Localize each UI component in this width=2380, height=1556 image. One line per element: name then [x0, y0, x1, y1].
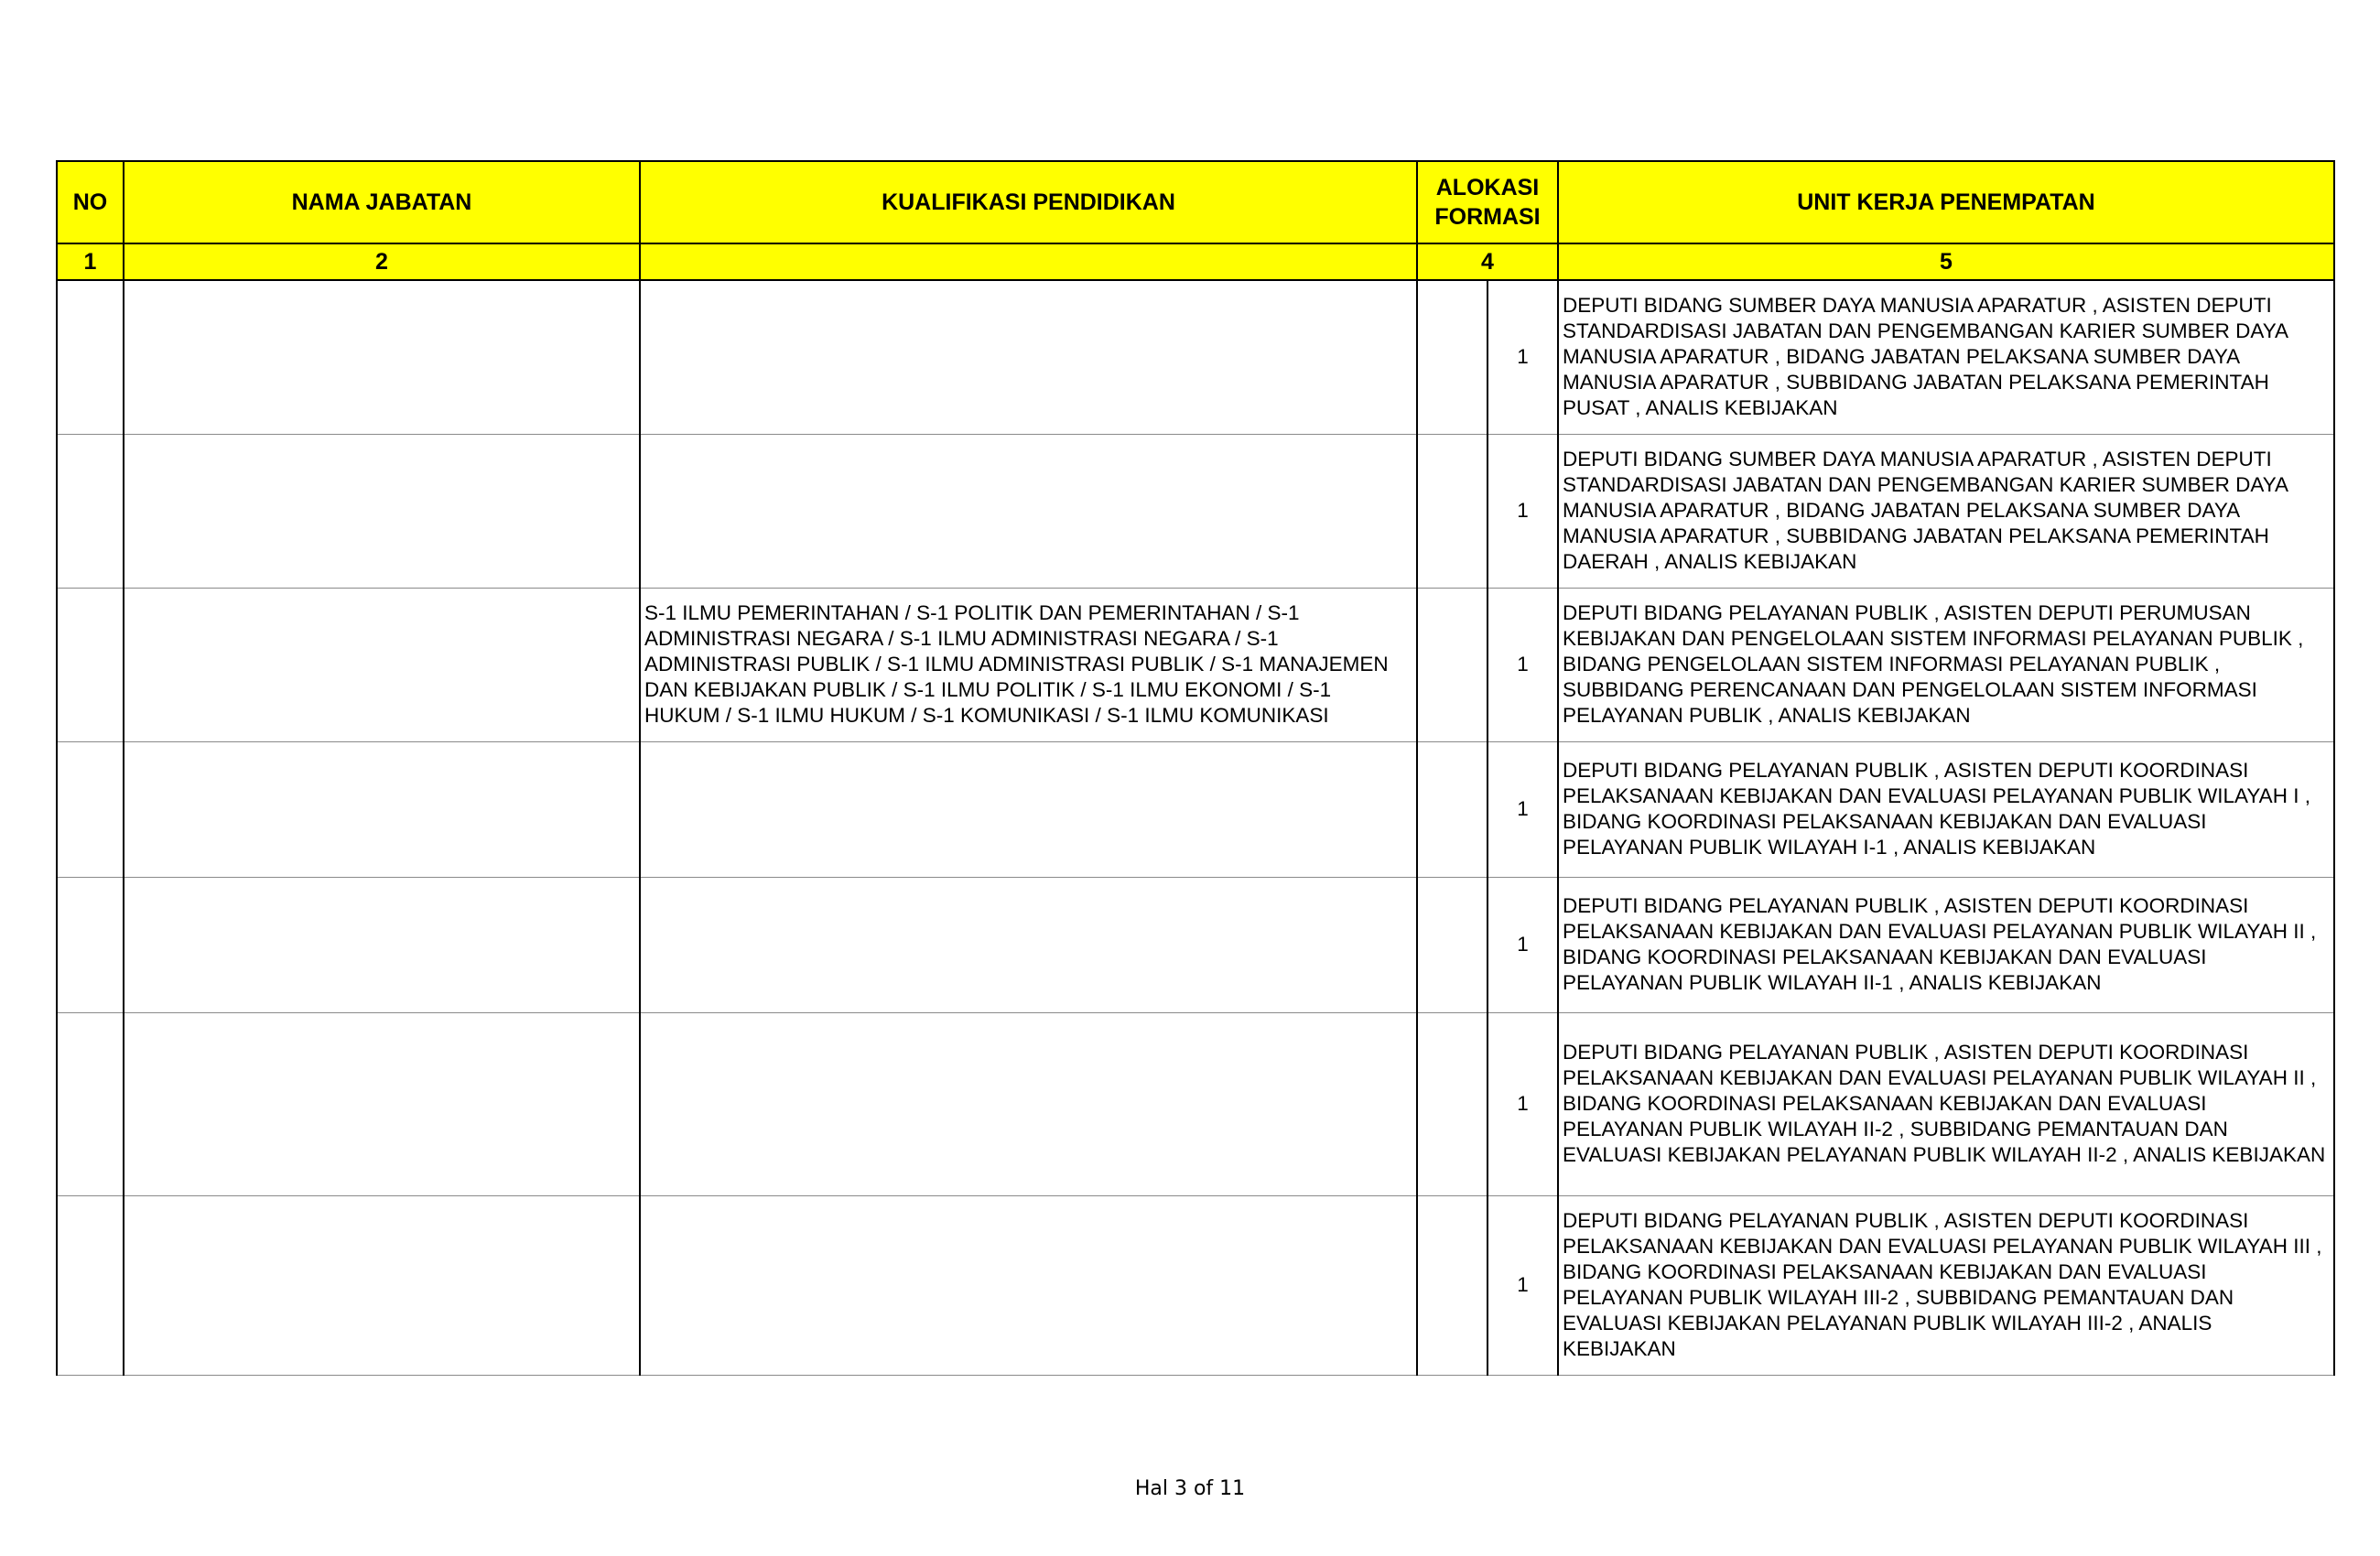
cell-alokasi-qty: 1	[1488, 1012, 1558, 1195]
colnum-kualifikasi	[640, 243, 1417, 280]
colnum-nama-jabatan: 2	[124, 243, 640, 280]
cell-alokasi-qty: 1	[1488, 588, 1558, 741]
cell-alokasi-left	[1417, 1012, 1488, 1195]
cell-kualifikasi	[640, 741, 1417, 877]
colnum-alokasi: 4	[1417, 243, 1558, 280]
cell-kualifikasi	[640, 1195, 1417, 1375]
cell-nama-jabatan	[124, 280, 640, 434]
header-row	[57, 161, 2334, 243]
cell-nama-jabatan	[124, 877, 640, 1012]
cell-no	[57, 434, 124, 588]
cell-alokasi-qty: 1	[1488, 434, 1558, 588]
table-row	[57, 741, 2334, 877]
table-row	[57, 434, 2334, 588]
cell-alokasi-left	[1417, 877, 1488, 1012]
cell-kualifikasi	[640, 1012, 1417, 1195]
cell-nama-jabatan	[124, 1195, 640, 1375]
cell-unit-kerja: DEPUTI BIDANG PELAYANAN PUBLIK , ASISTEN DEPUTI KOORDINASI PELAKSANAAN KEBIJAKAN DAN EVALUASI PELAYANAN PUBLIK WILAYAH III , BIDANG KOORDINASI PELAKSANAAN KEBIJAKAN DAN EVALUASI PELAYANAN PUBLIK WILAYAH III-2 , SUBBIDANG PEMANTAUAN DAN EVALUASI KEBIJAKAN PELAYANAN PUBLIK WILAYAH III-2 , ANALIS KEBIJAKAN	[1558, 1195, 2334, 1375]
cell-alokasi-qty: 1	[1488, 741, 1558, 877]
cell-kualifikasi: S-1 ILMU PEMERINTAHAN / S-1 POLITIK DAN PEMERINTAHAN / S-1 ADMINISTRASI NEGARA / S-1 ILMU ADMINISTRASI NEGARA / S-1 ADMINISTRASI PUBLIK / S-1 ILMU ADMINISTRASI PUBLIK / S-1 MANAJEMEN DAN KEBIJAKAN PUBLIK / S-1 ILMU POLITIK / S-1 ILMU EKONOMI / S-1 HUKUM / S-1 ILMU HUKUM / S-1 KOMUNIKASI / S-1 ILMU KOMUNIKASI	[640, 588, 1417, 741]
cell-nama-jabatan	[124, 588, 640, 741]
cell-kualifikasi	[640, 280, 1417, 434]
cell-alokasi-left	[1417, 434, 1488, 588]
cell-alokasi-qty: 1	[1488, 280, 1558, 434]
header-alokasi-line1: ALOKASI	[1435, 174, 1540, 200]
cell-no	[57, 1195, 124, 1375]
cell-alokasi-qty: 1	[1488, 877, 1558, 1012]
cell-no	[57, 588, 124, 741]
cell-alokasi-left	[1417, 588, 1488, 741]
cell-nama-jabatan	[124, 1012, 640, 1195]
column-number-row	[57, 243, 2334, 280]
cell-no	[57, 741, 124, 877]
table-row	[57, 1012, 2334, 1195]
table-row	[57, 280, 2334, 434]
header-nama-jabatan: NAMA JABATAN	[124, 161, 640, 243]
cell-no	[57, 1012, 124, 1195]
cell-nama-jabatan	[124, 741, 640, 877]
cell-alokasi-left	[1417, 1195, 1488, 1375]
table-row	[57, 877, 2334, 1012]
cell-no	[57, 280, 124, 434]
cell-nama-jabatan	[124, 434, 640, 588]
table-row	[57, 588, 2334, 741]
formasi-table	[56, 160, 2335, 1376]
cell-unit-kerja: DEPUTI BIDANG PELAYANAN PUBLIK , ASISTEN DEPUTI KOORDINASI PELAKSANAAN KEBIJAKAN DAN EVALUASI PELAYANAN PUBLIK WILAYAH II , BIDANG KOORDINASI PELAKSANAAN KEBIJAKAN DAN EVALUASI PELAYANAN PUBLIK WILAYAH II-1 , ANALIS KEBIJAKAN	[1558, 877, 2334, 1012]
cell-no	[57, 877, 124, 1012]
cell-kualifikasi	[640, 434, 1417, 588]
cell-alokasi-left	[1417, 741, 1488, 877]
colnum-no: 1	[57, 243, 124, 280]
cell-unit-kerja: DEPUTI BIDANG PELAYANAN PUBLIK , ASISTEN DEPUTI PERUMUSAN KEBIJAKAN DAN PENGELOLAAN SISTEM INFORMASI PELAYANAN PUBLIK , BIDANG PENGELOLAAN SISTEM INFORMASI PELAYANAN PUBLIK , SUBBIDANG PERENCANAAN DAN PENGELOLAAN SISTEM INFORMASI PELAYANAN PUBLIK , ANALIS KEBIJAKAN	[1558, 588, 2334, 741]
cell-unit-kerja: DEPUTI BIDANG PELAYANAN PUBLIK , ASISTEN DEPUTI KOORDINASI PELAKSANAAN KEBIJAKAN DAN EVALUASI PELAYANAN PUBLIK WILAYAH II , BIDANG KOORDINASI PELAKSANAAN KEBIJAKAN DAN EVALUASI PELAYANAN PUBLIK WILAYAH II-2 , SUBBIDANG PEMANTAUAN DAN EVALUASI KEBIJAKAN PELAYANAN PUBLIK WILAYAH II-2 , ANALIS KEBIJAKAN	[1558, 1012, 2334, 1195]
cell-kualifikasi	[640, 877, 1417, 1012]
cell-alokasi-qty: 1	[1488, 1195, 1558, 1375]
header-unit-kerja: UNIT KERJA PENEMPATAN	[1558, 161, 2334, 243]
colnum-unit-kerja: 5	[1558, 243, 2334, 280]
cell-unit-kerja: DEPUTI BIDANG SUMBER DAYA MANUSIA APARATUR , ASISTEN DEPUTI STANDARDISASI JABATAN DAN PENGEMBANGAN KARIER SUMBER DAYA MANUSIA APARATUR , BIDANG JABATAN PELAKSANA SUMBER DAYA MANUSIA APARATUR , SUBBIDANG JABATAN PELAKSANA PEMERINTAH PUSAT , ANALIS KEBIJAKAN	[1558, 280, 2334, 434]
header-kualifikasi-pendidikan: KUALIFIKASI PENDIDIKAN	[640, 161, 1417, 243]
header-alokasi-line2: FORMASI	[1434, 204, 1541, 230]
cell-alokasi-left	[1417, 280, 1488, 434]
table-row	[57, 1195, 2334, 1375]
header-no: NO	[57, 161, 124, 243]
cell-unit-kerja: DEPUTI BIDANG PELAYANAN PUBLIK , ASISTEN DEPUTI KOORDINASI PELAKSANAAN KEBIJAKAN DAN EVALUASI PELAYANAN PUBLIK WILAYAH I , BIDANG KOORDINASI PELAKSANAAN KEBIJAKAN DAN EVALUASI PELAYANAN PUBLIK WILAYAH I-1 , ANALIS KEBIJAKAN	[1558, 741, 2334, 877]
page-number: Hal 3 of 11	[1134, 1477, 1246, 1500]
header-alokasi-formasi	[1417, 161, 1558, 243]
cell-unit-kerja: DEPUTI BIDANG SUMBER DAYA MANUSIA APARATUR , ASISTEN DEPUTI STANDARDISASI JABATAN DAN PENGEMBANGAN KARIER SUMBER DAYA MANUSIA APARATUR , BIDANG JABATAN PELAKSANA SUMBER DAYA MANUSIA APARATUR , SUBBIDANG JABATAN PELAKSANA PEMERINTAH DAERAH , ANALIS KEBIJAKAN	[1558, 434, 2334, 588]
